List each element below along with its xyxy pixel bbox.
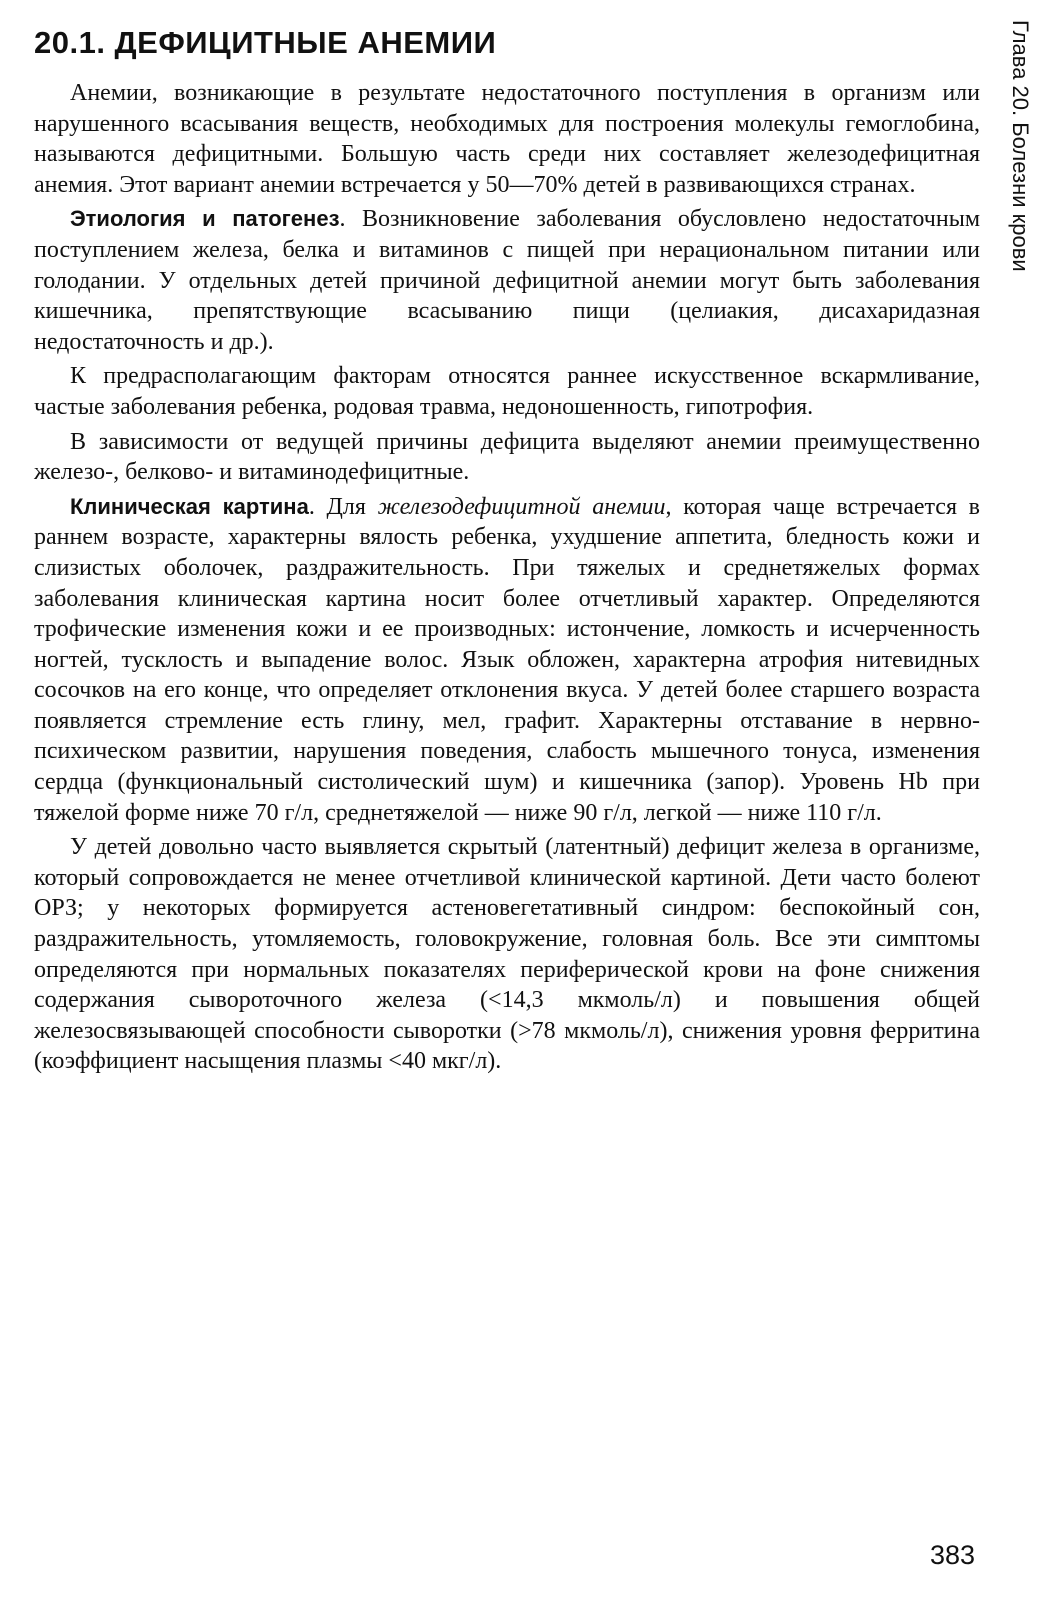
paragraph-predisposing-factors: К предрасполагающим факторам относятся раннее искусственное вскармливание, частые заболевания ребенка, родовая травма, недоношенность, гипотрофия. [34,363,980,420]
paragraph-classification: В зависимости от ведущей причины дефицита выделяют анемии преимущественно железо-, белково- и витаминодефицитные. [34,428,980,486]
page-number: 383 [930,1540,976,1570]
clinical-italic-term: железодефицитной анемии [377,493,666,520]
term-etiology: Этиология и патогенез [70,206,340,232]
paragraph-clinical-picture [34,492,980,829]
term-clinical-picture: Клиническая картина [70,493,309,519]
clinical-text-b: , которая чаще встречается в раннем возрасте, характерны вялость ребенка, ухудшение аппетита, бледность кожи и слизистых оболочек, раздражительность. При тяжелых и среднетяжелых формах заболевания клиническая картина носит более отчетливый характер. Определяются трофические изменения кожи и ее производных: истончение, ломкость и исчерченность ногтей, тусклость и выпадение волос. Язык обложен, характерна атрофия нитевидных сосочков на его конце, что определяет отклонения вкуса. У детей более старшего возраста появляется стремление есть глину, мел, графит. Характерны отставание в нервно-психическом развитии, нарушения поведения, слабость мышечного тонуса, изменения сердца (функциональный систолический шум) и кишечника (запор). Уровень Hb при тяжелой форме ниже 70 г/л, среднетяжелой — ниже 90 г/л, легкой — ниже 110 г/л. [34,493,981,826]
paragraph-intro: Анемии, возникающие в результате недостаточного поступления в организм или нарушенного всасывания веществ, необходимых для построения молекулы гемоглобина, называются дефицитными. Большую часть среди них составляет железодефицитная анемия. Этот вариант анемии встречается у 50—70% детей в развивающихся странах. [34,80,980,198]
paragraph-etiology [34,204,980,357]
paragraph-etiology-text: . Возникновение заболевания обусловлено недостаточным поступлением железа, белка и витаминов с пищей при нерациональном питании или голодании. У отдельных детей причиной дефицитной анемии могут быть заболевания кишечника, препятствующие всасыванию пищи (целиакия, дисахаридазная недостаточность и др.). [34,206,981,355]
section-title: 20.1. ДЕФИЦИТНЫЕ АНЕМИИ [34,25,497,60]
paragraph-latent-deficiency: У детей довольно часто выявляется скрытый (латентный) дефицит железа в организме, который сопровождается не менее отчетливой клинической картиной. Дети часто болеют ОРЗ; у некоторых формируется астеновегетативный синдром: беспокойный сон, раздражительность, утомляемость, головокружение, головная боль. Все эти симптомы определяются при нормальных показателях периферической крови на фоне снижения содержания сывороточного железа (<14,3 мкмоль/л) и повышения общей железосвязывающей способности сыворотки (>78 мкмоль/л), снижения уровня ферритина (коэффициент насыщения плазмы <40 мкг/л). [34,834,980,1075]
page-body [34,20,980,1081]
clinical-text-a: . Для [308,493,378,520]
chapter-running-header: Глава 20. Болезни крови [1008,20,1033,272]
